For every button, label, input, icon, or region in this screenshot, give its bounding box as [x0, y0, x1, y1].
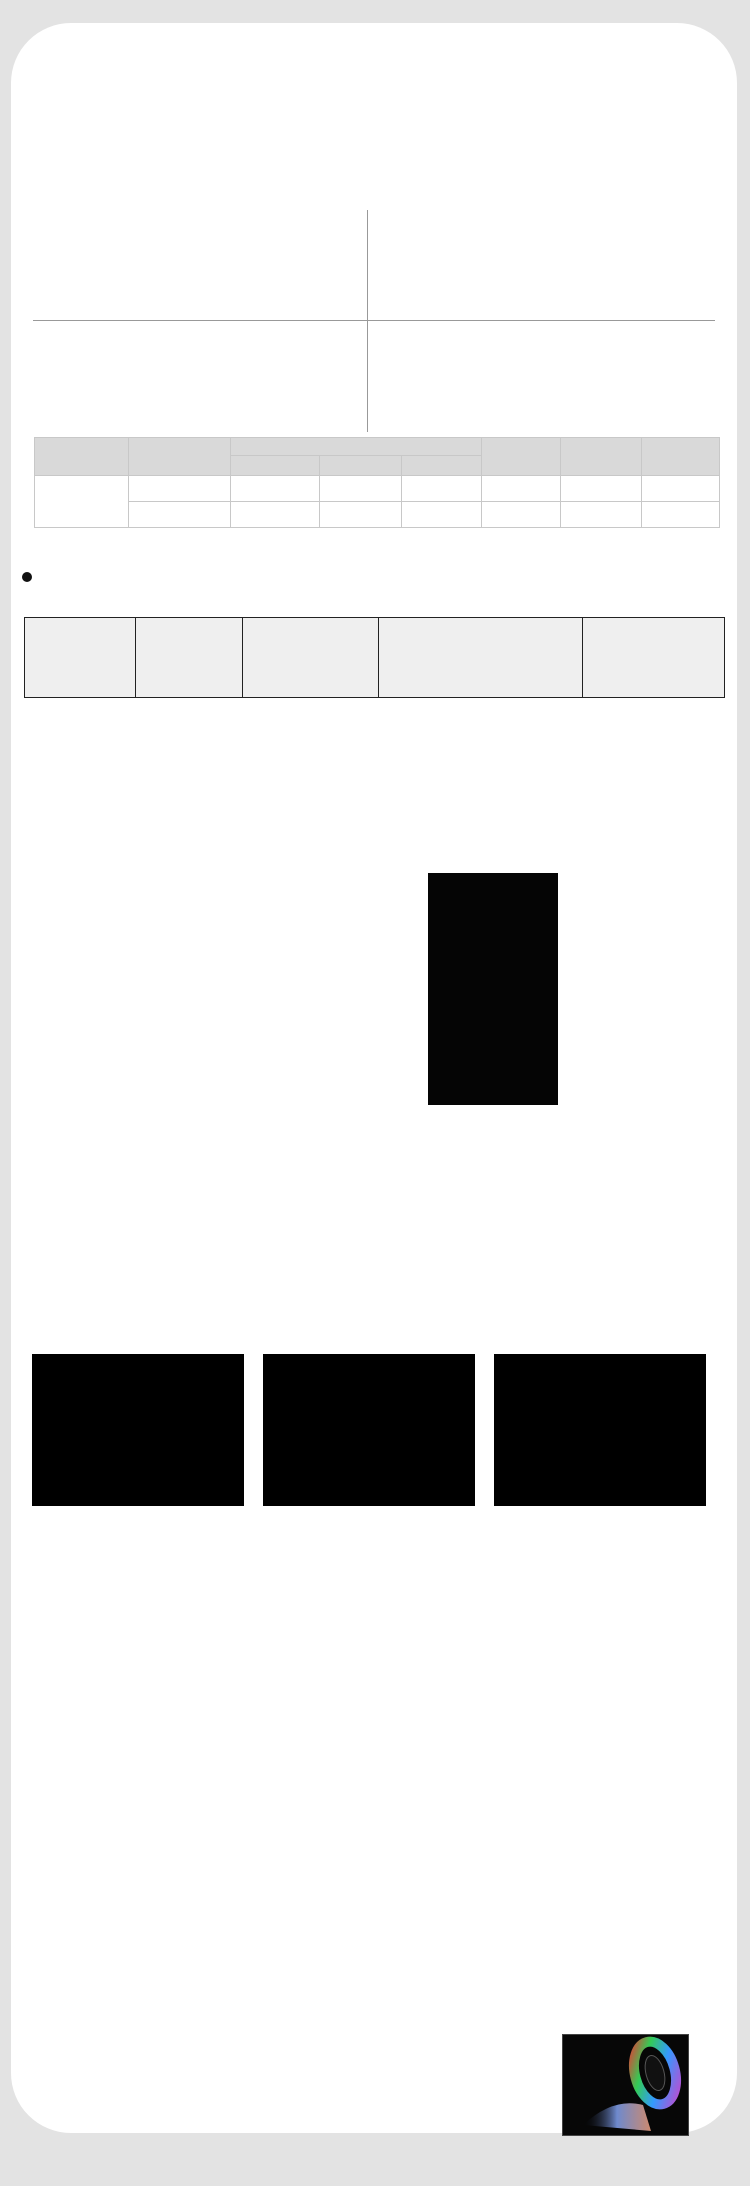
planck-svg — [32, 1354, 244, 1506]
led-parameter-table — [24, 617, 725, 698]
planck-panel-1109k — [263, 1354, 475, 1506]
planck-svg — [494, 1354, 706, 1506]
col-temperature — [379, 618, 583, 698]
drawing-cell — [642, 502, 720, 528]
spec-series — [28, 234, 368, 250]
planck-svg — [263, 1354, 475, 1506]
col-wavelength — [243, 618, 379, 698]
col-appearance-size — [230, 438, 482, 456]
col-pin — [583, 618, 725, 698]
planck-panel-25000k — [32, 1354, 244, 1506]
col-inner — [319, 456, 402, 476]
col-model — [128, 438, 230, 476]
product-name-cell — [35, 476, 129, 528]
power-red-cell — [482, 502, 561, 528]
power-wbg-cell — [561, 476, 642, 502]
product-table — [34, 437, 720, 528]
col-drawing — [642, 438, 720, 476]
planck-panel-5000k — [494, 1354, 706, 1506]
ring-light-photo — [562, 2034, 689, 2136]
col-outer — [230, 456, 319, 476]
model-cell — [128, 476, 230, 502]
spec-size — [373, 234, 713, 244]
col-height — [402, 456, 482, 476]
power-wbg-cell — [561, 502, 642, 528]
cie-svg — [134, 888, 330, 1100]
spec-divider-horizontal — [33, 320, 715, 321]
table-row — [35, 502, 720, 528]
col-power-wbg — [561, 438, 642, 476]
col-product-name — [35, 438, 129, 476]
power-red-cell — [482, 476, 561, 502]
col-color — [136, 618, 243, 698]
spec-colors — [24, 343, 364, 357]
cie-chromaticity-diagram — [134, 888, 330, 1100]
inner-cell — [319, 476, 402, 502]
bullet-icon — [22, 572, 32, 582]
height-cell — [402, 502, 482, 528]
color-temperature-chart — [428, 873, 558, 1105]
spec-voltage — [373, 343, 713, 349]
height-cell — [402, 476, 482, 502]
col-power-red — [482, 438, 561, 476]
drawing-cell — [642, 476, 720, 502]
table-row — [35, 476, 720, 502]
ring-light-icon — [563, 2035, 689, 2136]
outer-cell — [230, 502, 319, 528]
inner-cell — [319, 502, 402, 528]
outer-cell — [230, 476, 319, 502]
col-type — [25, 618, 136, 698]
content-card — [11, 23, 737, 2133]
model-cell — [128, 502, 230, 528]
led-section-title — [22, 565, 40, 591]
